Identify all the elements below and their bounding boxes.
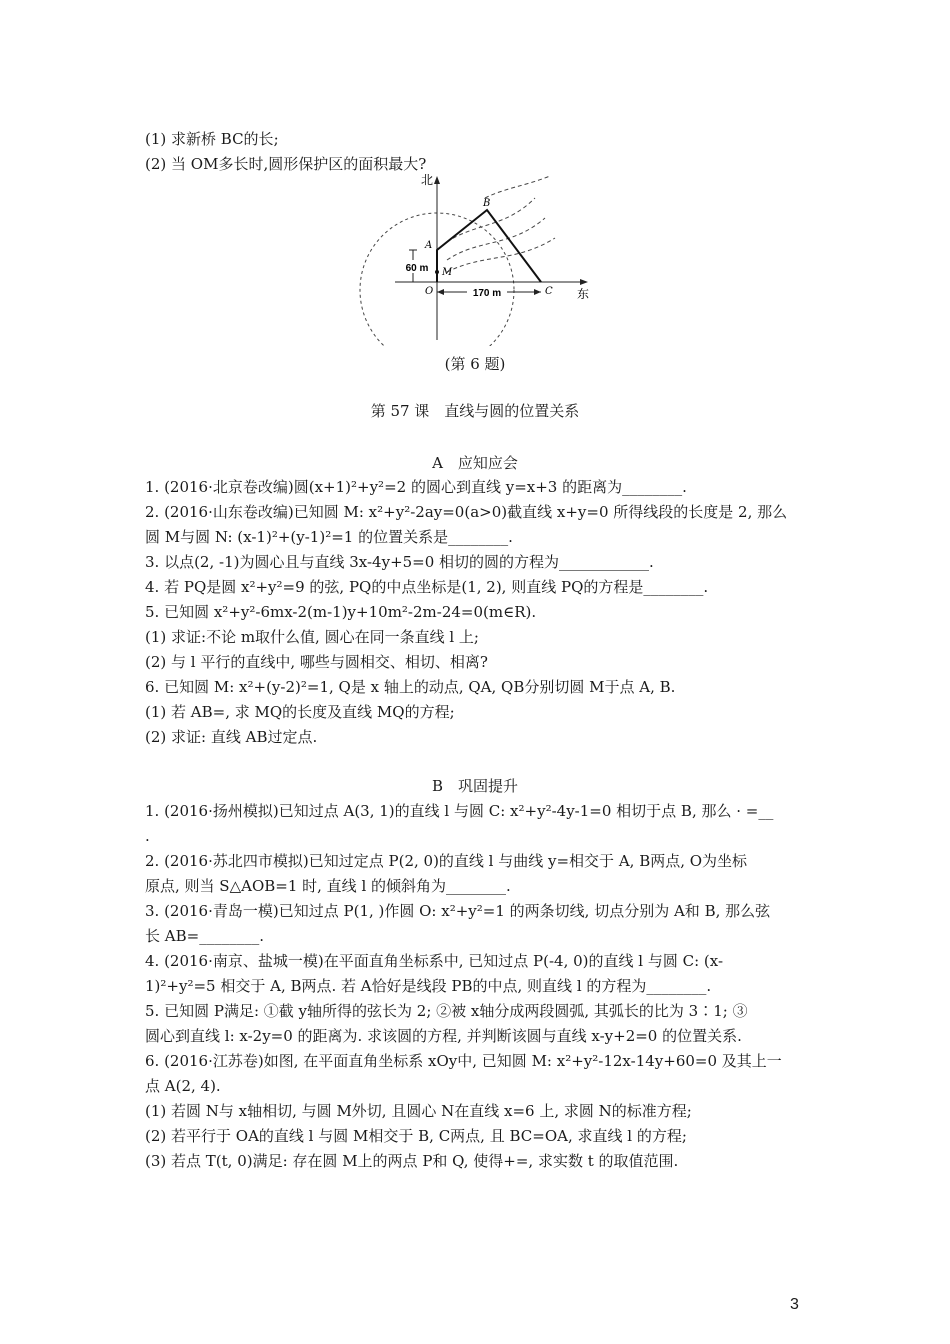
point-a-label: A — [425, 240, 433, 251]
river-bank-line — [447, 218, 545, 260]
point-b-label: B — [483, 198, 491, 209]
text-line: 1. (2016·北京卷改编)圆(x+1)²+y²=2 的圆心到直线 y=x+3 的距离为________. — [145, 478, 687, 496]
text-line: 原点, 则当 S△AOB=1 时, 直线 l 的倾斜角为________. — [145, 877, 511, 895]
river-bank-line — [447, 238, 555, 272]
text-line: 长 AB=________. — [145, 927, 264, 945]
text-line: 2. (2016·山东卷改编)已知圆 M: x²+y²-2ay=0(a>0)截直线 x+y=0 所得线段的长度是 2, 那么 — [145, 503, 788, 521]
east-arrow-icon — [580, 279, 588, 285]
east-label: 东 — [577, 287, 590, 301]
text-line: 2. (2016·苏北四市模拟)已知过定点 P(2, 0)的直线 l 与曲线 y=相交于 A, B两点, O为坐标 — [145, 852, 748, 870]
section-b-heading: B 巩固提升 — [431, 777, 519, 795]
len-170-label: 170 m — [472, 288, 502, 299]
text-line: 圆心到直线 l: x-2y=0 的距离为. 求该圆的方程, 并判断该圆与直线 x-y+2=0 的位置关系. — [145, 1027, 742, 1045]
text-line: (2) 当 OM多长时,圆形保护区的面积最大? — [145, 155, 427, 173]
dim-arrow-icon — [437, 289, 444, 295]
river-bank-line — [485, 176, 550, 198]
north-arrow-icon — [434, 176, 440, 184]
page-number: 3 — [790, 1296, 799, 1313]
text-line: 3. (2016·青岛一模)已知过点 P(1, )作圆 O: x²+y²=1 的两条切线, 切点分别为 A和 B, 那么弦 — [145, 902, 771, 920]
text-line: 3. 以点(2, -1)为圆心且与直线 3x-4y+5=0 相切的圆的方程为____________. — [145, 553, 654, 571]
section-a-heading: A 应知应会 — [432, 454, 518, 472]
text-line: (1) 若圆 N与 x轴相切, 与圆 M外切, 且圆心 N在直线 x=6 上, 求圆 N的标准方程; — [145, 1102, 692, 1120]
bridge-polyline — [437, 210, 541, 282]
lesson-title: 第 57 课 直线与圆的位置关系 — [370, 402, 580, 420]
dim-arrow-icon — [534, 289, 541, 295]
point-o-label: O — [425, 286, 434, 297]
point-m — [435, 270, 439, 274]
text-line: 4. 若 PQ是圆 x²+y²=9 的弦, PQ的中点坐标是(1, 2), 则直线 PQ的方程是________. — [145, 578, 709, 596]
text-line: 4. (2016·南京、盐城一模)在平面直角坐标系中, 已知过点 P(-4, 0)的直线 l 与圆 C: (x- — [145, 952, 724, 970]
problem-6-figure — [355, 168, 595, 346]
text-line: (1) 求新桥 BC的长; — [145, 130, 279, 148]
text-line: (2) 若平行于 OA的直线 l 与圆 M相交于 B, C两点, 且 BC=OA, 求直线 l 的方程; — [145, 1127, 687, 1145]
figure-caption: (第 6 题) — [444, 355, 506, 373]
text-line: 6. (2016·江苏卷)如图, 在平面直角坐标系 xOy中, 已知圆 M: x²+y²-12x-14y+60=0 及其上一 — [145, 1052, 782, 1070]
point-m-label: M — [442, 267, 453, 278]
point-c-label: C — [545, 286, 553, 297]
text-line: 5. 已知圆 x²+y²-6mx-2(m-1)y+10m²-2m-24=0(m∈R). — [145, 603, 537, 621]
text-line: (3) 若点 T(t, 0)满足: 存在圆 M上的两点 P和 Q, 使得+=, 求实数 t 的取值范围. — [145, 1152, 679, 1170]
text-line: . — [145, 827, 150, 845]
text-line: 圆 M与圆 N: (x-1)²+(y-1)²=1 的位置关系是________. — [145, 528, 513, 546]
text-line: 点 A(2, 4). — [145, 1077, 221, 1095]
text-line: (2) 与 l 平行的直线中, 哪些与圆相交、相切、相离? — [145, 653, 488, 671]
len-60-label: 60 m — [405, 263, 429, 274]
text-line: 6. 已知圆 M: x²+(y-2)²=1, Q是 x 轴上的动点, QA, QB分别切圆 M于点 A, B. — [145, 678, 676, 696]
text-line: 1)²+y²=5 相交于 A, B两点. 若 A恰好是线段 PB的中点, 则直线 l 的方程为________. — [145, 977, 712, 995]
north-label: 北 — [421, 173, 434, 187]
text-line: 5. 已知圆 P满足: ①截 y轴所得的弦长为 2; ②被 x轴分成两段圆弧, 其弧长的比为 3∶1; ③ — [145, 1002, 748, 1020]
text-line: (1) 若 AB=, 求 MQ的长度及直线 MQ的方程; — [145, 703, 455, 721]
text-line: (1) 求证:不论 m取什么值, 圆心在同一条直线 l 上; — [145, 628, 479, 646]
text-line: 1. (2016·扬州模拟)已知过点 A(3, 1)的直线 l 与圆 C: x²+y²-4y-1=0 相切于点 B, 那么 · =__ — [145, 802, 774, 820]
text-line: (2) 求证: 直线 AB过定点. — [145, 728, 318, 746]
